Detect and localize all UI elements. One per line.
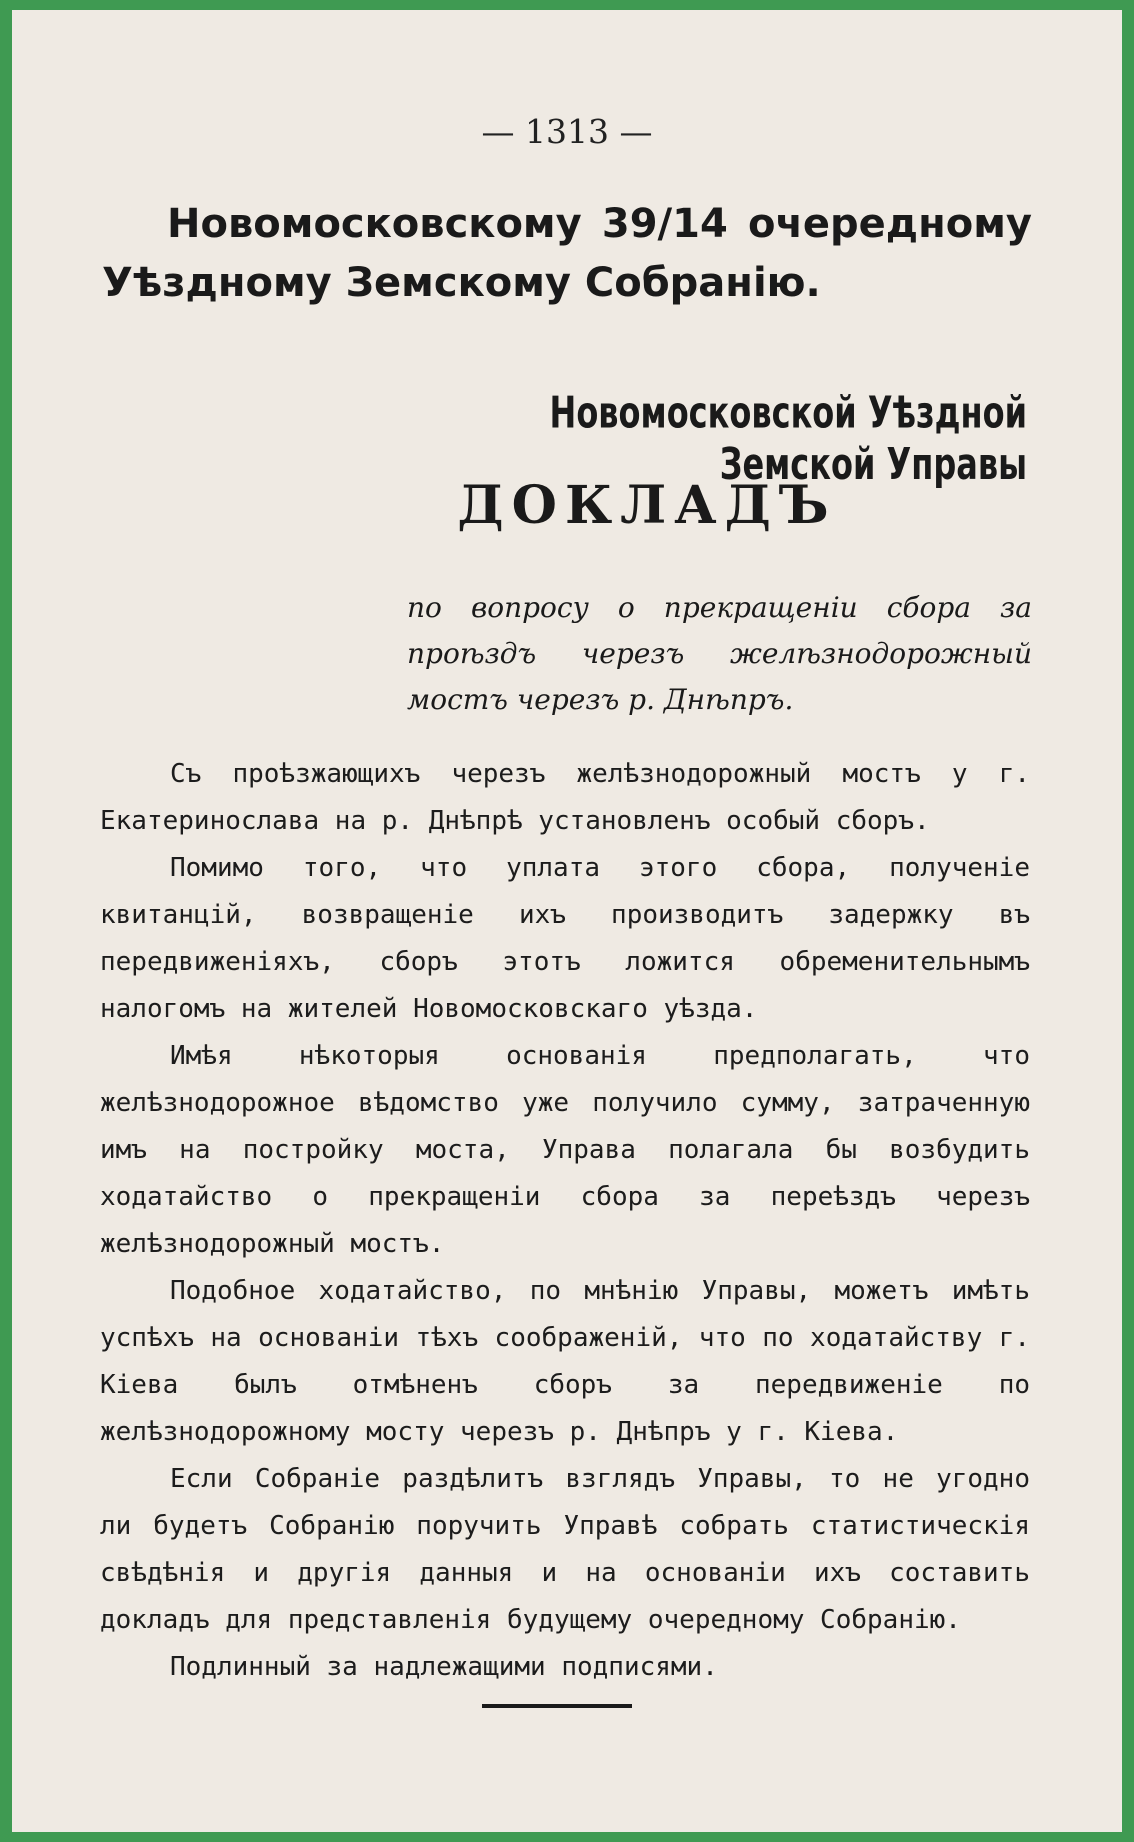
addressee-heading: Новомосковскому 39/14 очередному Уѣздному Земскому Собранію. — [102, 201, 1032, 306]
closing-rule — [482, 1704, 632, 1708]
issuer-heading: Новомосковской Уѣздной Земской Управы — [549, 387, 1027, 490]
paragraph: Имѣя нѣкоторыя основанія предполагать, что желѣзнодорожное вѣдомство уже получило сумму, затраченную имъ на постройку моста, Управа полагала бы возбудить ходатайство о прекращеніи сбора за переѣздъ черезъ желѣзнодорожный мостъ. — [100, 1041, 1030, 1259]
document-subject: по вопросу о прекращеніи сбора за проѣздъ черезъ желѣзнодорожный мостъ черезъ р. Днѣпръ. — [407, 591, 1032, 716]
document-page — [12, 10, 1122, 1832]
body-text — [100, 751, 1030, 1691]
paragraph: Съ проѣзжающихъ черезъ желѣзнодорожный мостъ у г. Екатеринослава на р. Днѣпрѣ установленъ особый сборъ. — [100, 759, 1030, 836]
document-type-title: ДОКЛАДЪ — [457, 475, 837, 536]
paragraph: Если Собраніе раздѣлитъ взглядъ Управы, то не угодно ли будетъ Собранію поручить Управѣ собрать статистическія свѣдѣнія и другія данныя и на основаніи ихъ составить докладъ для представленія будущему очередному Собранію. — [100, 1464, 1030, 1635]
page-number: — 1313 — — [481, 112, 653, 151]
paragraph: Помимо того, что уплата этого сбора, полученіе квитанцій, возвращеніе ихъ производитъ задержку въ передвиженіяхъ, сборъ этотъ ложится обременительнымъ налогомъ на жителей Новомосковскаго уѣзда. — [100, 853, 1030, 1024]
paragraph: Подлинный за надлежащими подписями. — [170, 1652, 718, 1682]
paragraph: Подобное ходатайство, по мнѣнію Управы, можетъ имѣть успѣхъ на основаніи тѣхъ соображеній, что по ходатайству г. Кіева былъ отмѣненъ сборъ за передвиженіе по желѣзнодорожному мосту черезъ р. Днѣпръ у г. Кіева. — [100, 1276, 1030, 1447]
